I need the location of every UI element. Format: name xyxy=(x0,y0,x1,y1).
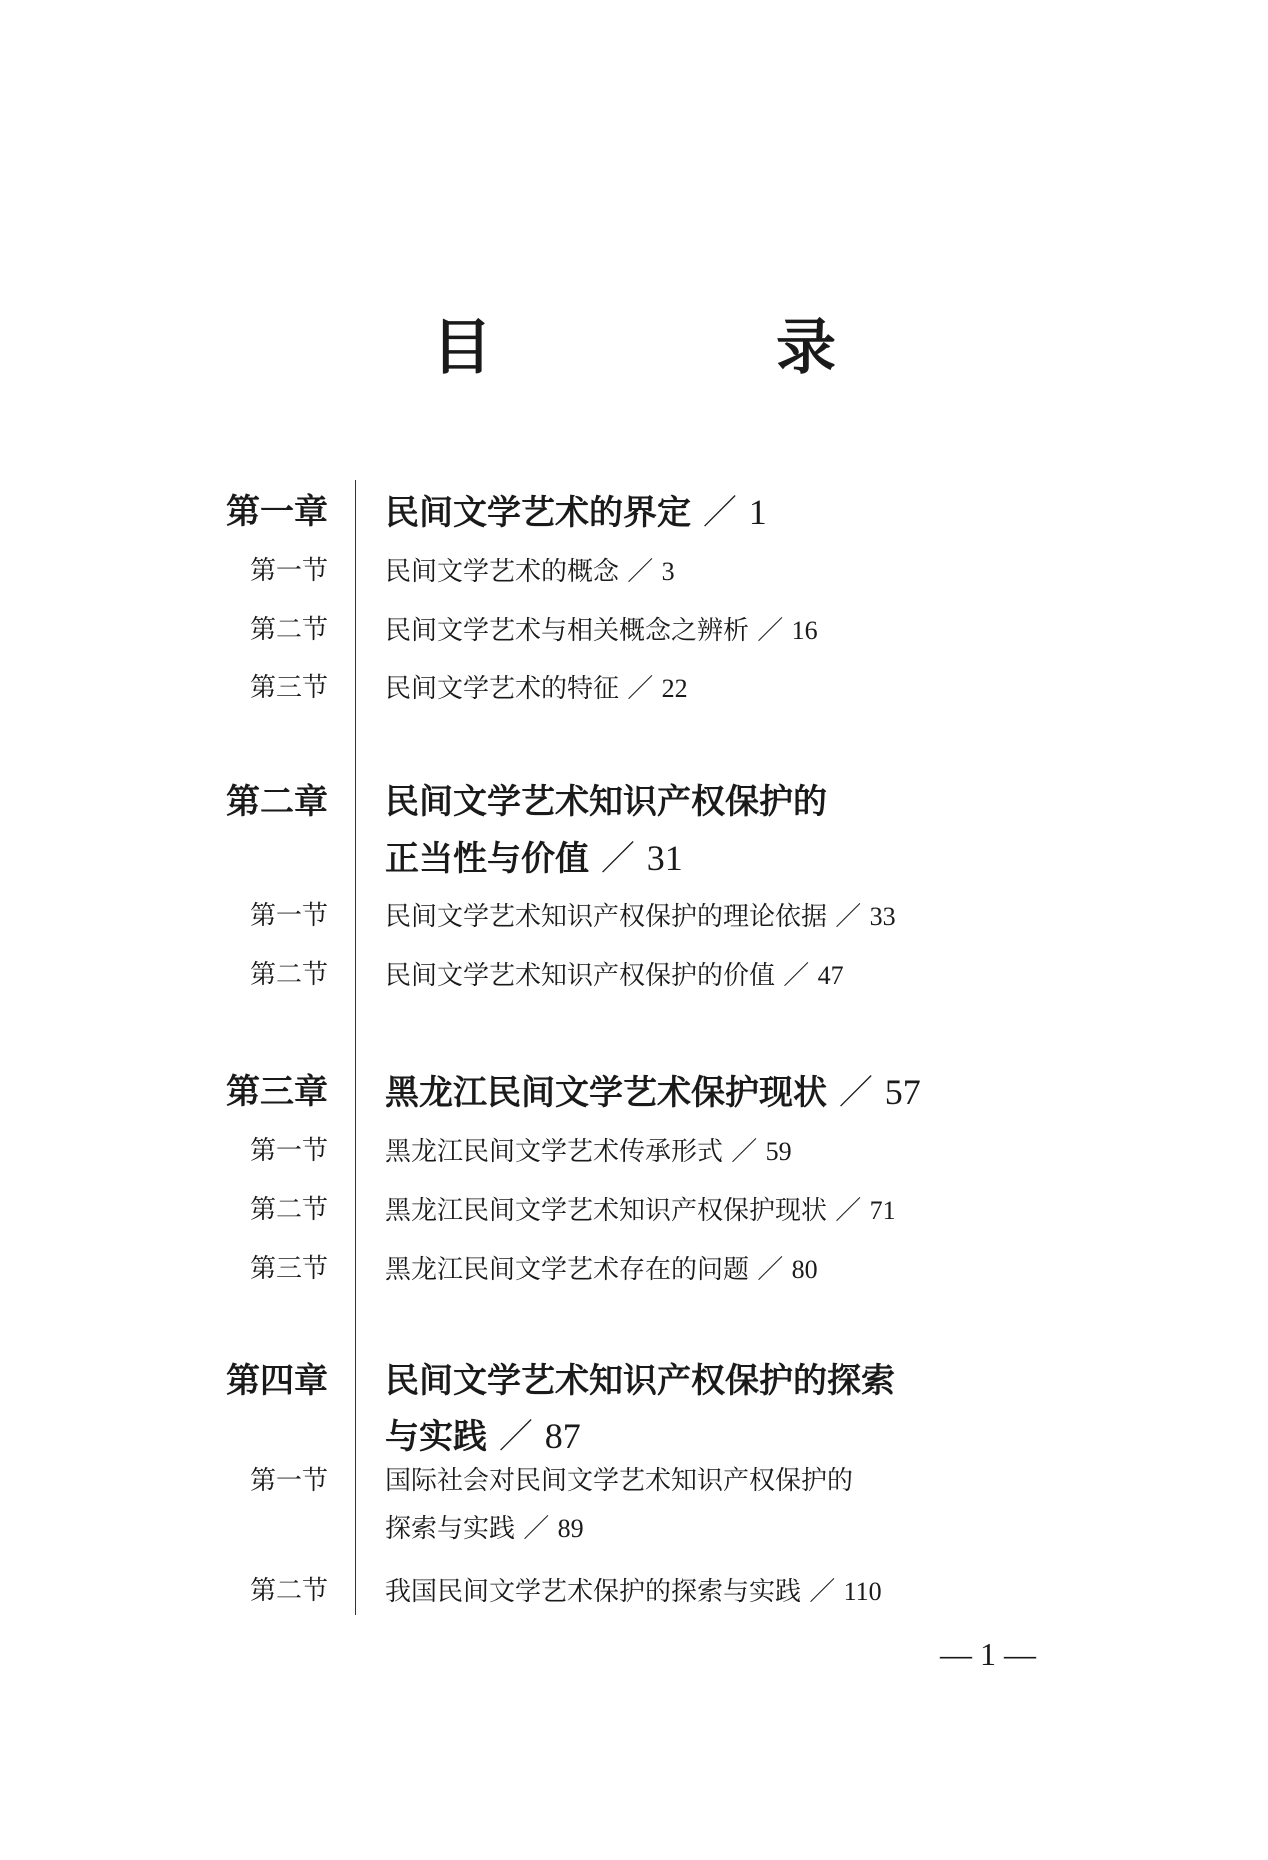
page-number: 31 xyxy=(646,838,683,878)
section-title: 民间文学艺术知识产权保护的理论依据 ／ 33 xyxy=(385,902,896,932)
page-number: 57 xyxy=(884,1072,921,1112)
page-number: 59 xyxy=(765,1137,792,1166)
section-label: 第一节 xyxy=(249,1136,328,1166)
chapter-title: 与实践 ／ 87 xyxy=(385,1416,581,1457)
chapter-label: 第三章 xyxy=(226,1072,328,1112)
chapter-title: 正当性与价值 ／ 31 xyxy=(385,838,683,879)
footer-page-number: — 1 — xyxy=(940,1636,1036,1672)
section-title: 探索与实践 ／ 89 xyxy=(385,1514,584,1544)
section-label: 第二节 xyxy=(249,1195,328,1225)
section-label: 第一节 xyxy=(249,901,328,931)
chapter-title: 民间文学艺术的界定 ／ 1 xyxy=(385,492,767,533)
page-number: 89 xyxy=(557,1514,584,1543)
section-title: 民间文学艺术与相关概念之辨析 ／ 16 xyxy=(385,616,818,646)
chapter-label: 第四章 xyxy=(226,1361,328,1401)
page-number: 33 xyxy=(869,902,896,931)
page-number: 3 xyxy=(661,557,675,586)
toc-divider xyxy=(355,480,356,1615)
page-number: 110 xyxy=(843,1577,882,1606)
page-number: 80 xyxy=(791,1255,818,1284)
section-label: 第二节 xyxy=(249,1576,328,1606)
page-number: 22 xyxy=(661,674,688,703)
page-title: 目 录 xyxy=(432,313,948,383)
page-number: 1 xyxy=(748,492,767,532)
page-number: 71 xyxy=(869,1196,896,1225)
section-title: 民间文学艺术知识产权保护的价值 ／ 47 xyxy=(385,961,844,991)
page-number: 16 xyxy=(791,616,818,645)
section-label: 第二节 xyxy=(249,960,328,990)
chapter-title: 民间文学艺术知识产权保护的 xyxy=(385,782,827,822)
section-title: 黑龙江民间文学艺术存在的问题 ／ 80 xyxy=(385,1255,818,1285)
chapter-title: 民间文学艺术知识产权保护的探索 xyxy=(385,1361,895,1401)
page-number: 87 xyxy=(544,1416,581,1456)
section-title: 民间文学艺术的概念 ／ 3 xyxy=(385,557,675,587)
chapter-label: 第二章 xyxy=(226,782,328,822)
section-title: 民间文学艺术的特征 ／ 22 xyxy=(385,674,688,704)
section-label: 第三节 xyxy=(249,1254,328,1284)
chapter-title: 黑龙江民间文学艺术保护现状 ／ 57 xyxy=(385,1072,921,1113)
section-title: 我国民间文学艺术保护的探索与实践 ／ 110 xyxy=(385,1577,882,1607)
chapter-label: 第一章 xyxy=(226,492,328,532)
section-label: 第一节 xyxy=(249,556,328,586)
section-label: 第二节 xyxy=(249,615,328,645)
page-number: 47 xyxy=(817,961,844,990)
section-title: 黑龙江民间文学艺术传承形式 ／ 59 xyxy=(385,1137,792,1167)
section-title: 国际社会对民间文学艺术知识产权保护的 xyxy=(385,1466,854,1496)
section-label: 第一节 xyxy=(249,1466,328,1496)
section-title: 黑龙江民间文学艺术知识产权保护现状 ／ 71 xyxy=(385,1196,896,1226)
section-label: 第三节 xyxy=(249,673,328,703)
